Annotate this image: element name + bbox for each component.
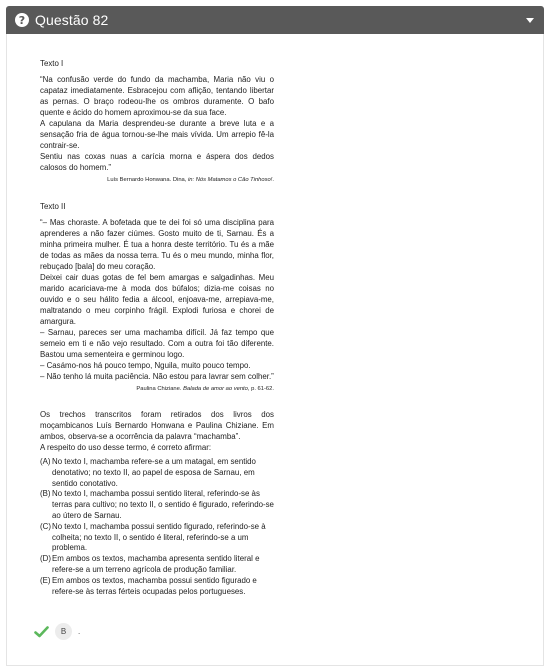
question-header[interactable] [6, 6, 544, 34]
text2-body [40, 217, 274, 382]
text1-line: A capulana da Maria desprendeu-se durante a breve luta e a sensação fria de água tornou-se-lhe mais vívida. Um arrepio fê-la contrair-se. [40, 119, 274, 150]
question-statement: Os trechos transcritos foram retirados dos livros dos moçambicanos Luís Bernardo Honwana e Paulina Chiziane. Em ambos, observa-se a ocorrência da palavra “machamba”. [40, 410, 274, 441]
question-circle-icon: ? [15, 13, 29, 27]
option-c[interactable]: (C) No texto I, machamba possui sentido figurado, referindo-se à colheita; no texto II, o sentido é literal, referindo-se a um problema. [40, 521, 266, 553]
option-a[interactable]: (A) No texto I, machamba refere-se a um matagal, em sentido denotativo; no texto II, ao papel de esposa de Sarnau, em sentido conotativo. [40, 457, 256, 488]
answer-row [34, 623, 80, 640]
question-title: Questão 82 [35, 12, 109, 28]
text1-body [40, 74, 274, 173]
text2-line: – Não tenho lá muita paciência. Não estou para lavrar sem colher.” [40, 372, 274, 381]
answer-suffix: . [78, 627, 81, 636]
text1-title: Texto I [40, 59, 64, 68]
option-b[interactable]: (B) No texto I, machamba possui sentido literal, referindo-se às terras para cultivo; no texto II, o sentido é figurado, referindo-se ao útero de Sarnau. [40, 489, 274, 520]
text2-title: Texto II [40, 202, 66, 211]
text2-line: Deixei cair duas gotas de fel bem amargas e salgadinhas. Meu marido acariciava-me à moda dos búfalos; dizia-me coisas no ouvido e o seu hálito fedia a álcool, enjoava-me, arrepiava-me, maltratando o meu corpinho frágil. Explodi furiosa e chorei de amargura. [40, 273, 274, 326]
text2-line: – Casámo-nos há pouco tempo, Nguila, muito pouco tempo. [40, 361, 251, 370]
question-prompt: A respeito do uso desse termo, é correto afirmar: [40, 443, 212, 452]
text1-line: “Na confusão verde do fundo da machamba, Maria não viu o capataz imediatamente. Esbracejou com aflição, tentando libertar as pernas. O braço rodeou-lhe os ombros duramente. O bafo quente e ácido do homem aproximou-se da sua face. [40, 75, 274, 117]
answer-badge: B [55, 623, 72, 640]
checkmark-icon [34, 626, 49, 638]
option-e[interactable]: (E) Em ambos os textos, machamba possui sentido figurado e refere-se às terras férteis ocupadas pelos portugueses. [40, 575, 257, 596]
text2-line: “– Mas choraste. A bofetada que te dei foi só uma disciplina para aprenderes a não fazer ciúmes. Gosto muito de ti, Sarnau. És a minha primeira mulher. É tua a honra deste território. Tu és a mãe de todas as mães da nossa terra. Tu és o meu mundo, minha flor, rebuçado [bala] do meu coração. [40, 218, 274, 271]
text1-line: Sentiu nas coxas nuas a carícia morna e áspera dos dedos calosos do homem.” [40, 152, 274, 172]
text2-line: – Sarnau, pareces ser uma machamba difícil. Já faz tempo que semeio em ti e não vejo resultado. Com a outra foi tão diferente. Bastou uma sementeira e germinou logo. [40, 328, 274, 359]
answer-options [40, 457, 274, 597]
option-d[interactable]: (D) Em ambos os textos, machamba apresenta sentido literal e refere-se a um terreno agrícola de produção familiar. [40, 554, 260, 574]
caret-down-icon[interactable] [526, 18, 534, 23]
question-content [40, 58, 274, 597]
text2-source: Paulina Chiziane. Balada de amor ao vento, p. 61-62. [136, 386, 274, 392]
question-panel [6, 34, 544, 666]
text1-source: Luís Bernardo Honwana. Dina, in: Nós Matamos o Cão Tinhoso!. [107, 177, 274, 183]
